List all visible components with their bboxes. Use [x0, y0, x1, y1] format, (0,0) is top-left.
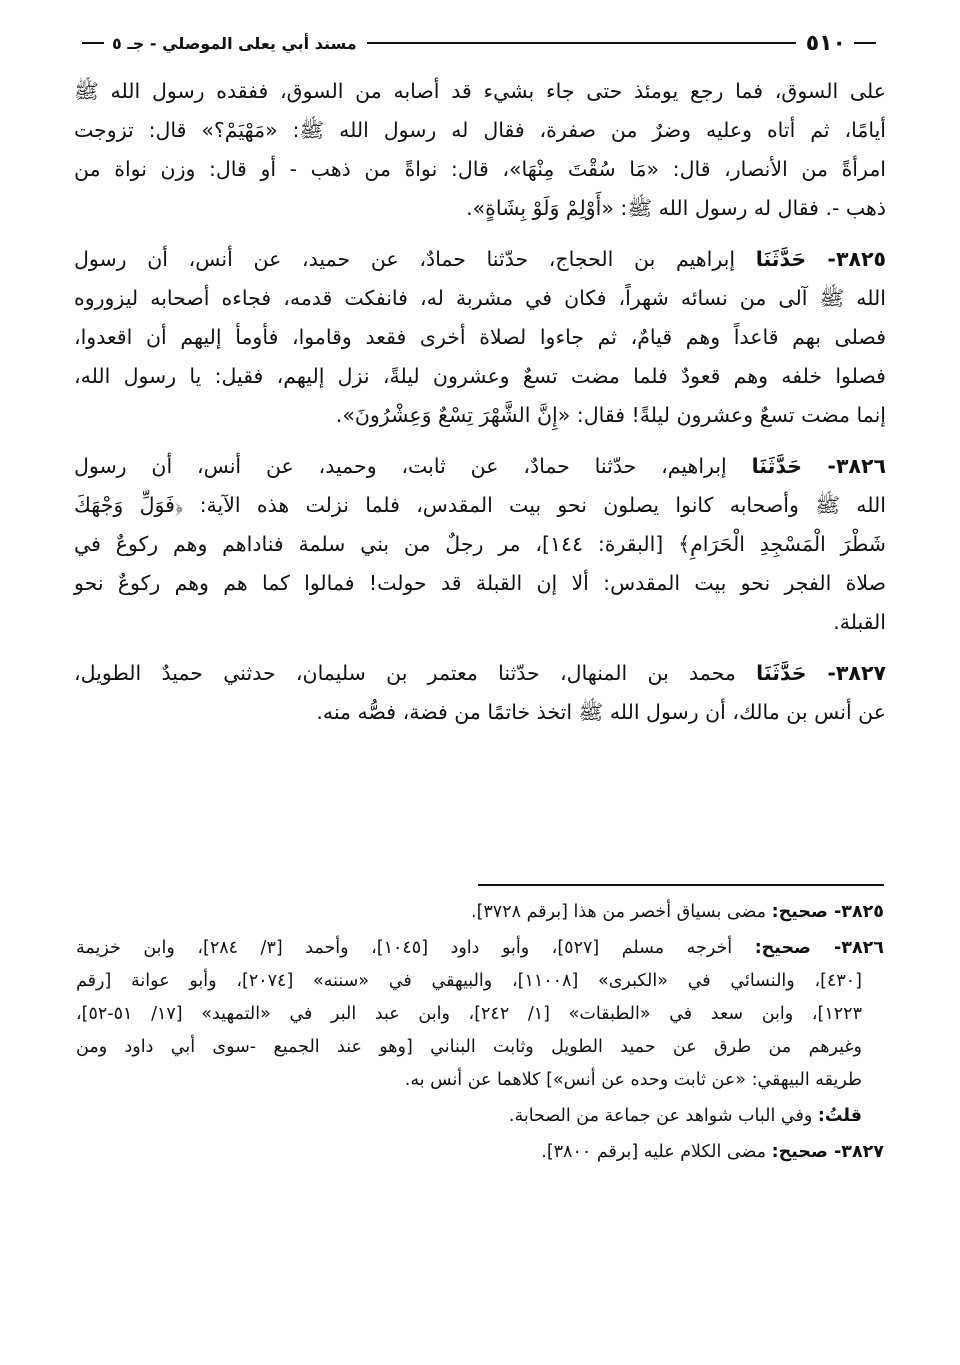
text-segment: إبراهيم بن الحجاج، حدّثنا حمادٌ، عن حميد، عن أنس، أن رسول: [74, 247, 756, 271]
text-line: القبلة.: [833, 610, 886, 634]
running-title: مسند أبي يعلى الموصلي - جـ ٥: [112, 33, 357, 53]
text-line: صلاة الفجر نحو بيت المقدس: ألا إن القبلة قد حولت! فمالوا كما هم وهم ركوعٌ نحو: [74, 571, 886, 595]
main-text: [74, 72, 886, 744]
hadith-number: ٣٨٢٥- حَدَّثَنَا: [755, 247, 886, 271]
text-line: عن أنس بن مالك، أن رسول الله ﷺ اتخذ خاتمًا من فضة، فصُّه منه.: [316, 700, 886, 724]
hadith-number: ٣٨٢٦- حَدَّثَنَا: [751, 454, 886, 478]
page-number: ٥١٠: [805, 30, 846, 56]
header-rule: [367, 42, 796, 44]
footnote-line: ١٢٢٣]، وابن سعد في «الطبقات» [١/ ٢٤٢]، وابن عبد البر في «التمهيد» [١٧/ ٥١-٥٢]،: [76, 1004, 862, 1024]
text-line: أيامًا، ثم أتاه وعليه وضرٌ من صفرة، فقال له رسول الله ﷺ: «مَهْيَمْ؟» قال: تزوجت: [74, 118, 886, 142]
footnote-label: ٣٨٢٧- صحيح:: [771, 1142, 884, 1162]
header-dash: [854, 42, 876, 44]
footnote-3825: [76, 896, 884, 929]
text-line: شَطْرَ الْمَسْجِدِ الْحَرَامِ﴾ [البقرة: ١٤٤]، مر رجلٌ من بني سلمة فناداهم وهم ركوعٌ في: [74, 532, 886, 556]
footnote-line: [76, 896, 884, 929]
footnote-text: مضى الكلام عليه [برقم ٣٨٠٠].: [541, 1142, 772, 1162]
hadith-3825: [74, 240, 886, 435]
hadith-3827: [74, 654, 886, 732]
footnote-3826: [76, 932, 884, 1097]
footnote-text: أخرجه مسلم [٥٢٧]، وأبو داود [١٠٤٥]، وأحمد [٣/ ٢٨٤]، وابن خزيمة: [76, 938, 755, 958]
hadith-3826: [74, 447, 886, 642]
footnote-3827: [76, 1136, 884, 1169]
text-line: الله ﷺ وأصحابه كانوا يصلون نحو بيت المقدس، فلما نزلت هذه الآية: ﴿فَوَلِّ وَجْهَكَ: [74, 493, 886, 517]
text-line: على السوق، فما رجع يومئذ حتى جاء بشيء قد أصابه من السوق، ففقده رسول الله ﷺ: [74, 79, 886, 103]
text-line: [74, 240, 886, 279]
paragraph-continuation: [74, 72, 886, 228]
footnote-label: قلتُ:: [817, 1106, 862, 1126]
text-line: [74, 447, 886, 486]
running-header: [74, 26, 884, 60]
text-line: الله ﷺ آلى من نسائه شهراً، فكان في مشربة له، فانفكت قدمه، فجاءه أصحابه ليزوروه: [74, 286, 886, 310]
footnote-line: وغيرهم من طرق عن حميد الطويل وثابت البناني [وهو عند الجميع -سوى أبي داود ومن: [76, 1037, 862, 1057]
text-line: فصلى بهم قاعداً وهم قيامٌ، ثم جاءوا لصلاة أخرى فقعد وقاموا، فأومأ إليهم أن اقعدوا،: [74, 325, 886, 349]
text-line: ذهب -. فقال له رسول الله ﷺ: «أَوْلِمْ وَلَوْ بِشَاةٍ».: [466, 196, 886, 220]
footnote-text: مضى بسياق أخصر من هذا [برقم ٣٧٢٨].: [471, 902, 772, 922]
text-line: فصلوا خلفه وهم قعودٌ فلما مضت تسعٌ وعشرون ليلةً، نزل إليهم، فقيل: يا رسول الله،: [74, 364, 886, 388]
hadith-number: ٣٨٢٧- حَدَّثَنَا: [756, 661, 886, 685]
text-line: [74, 654, 886, 693]
footnote-line: طريقه البيهقي: «عن ثابت وحده عن أنس»] كلاهما عن أنس به.: [404, 1070, 862, 1090]
footnote-remark: [76, 1100, 884, 1133]
text-line: إنما مضت تسعٌ وعشرون ليلةً! فقال: «إِنَّ الشَّهْرَ تِسْعٌ وَعِشْرُونَ».: [335, 403, 886, 427]
footnote-line: [76, 932, 884, 965]
footnote-text: وفي الباب شواهد عن جماعة من الصحابة.: [508, 1106, 818, 1126]
footnote-label: ٣٨٢٥- صحيح:: [771, 902, 884, 922]
text-segment: إبراهيم، حدّثنا حمادٌ، عن ثابت، وحميد، عن أنس، أن رسول: [74, 454, 752, 478]
footnote-label: ٣٨٢٦- صحيح:: [754, 938, 884, 958]
footnote-separator: [478, 884, 884, 886]
footnote-line: [٤٣٠]، والنسائي في «الكبرى» [١١٠٠٨]، والبيهقي في «سننه» [٢٠٧٤]، وأبو عوانة [رقم: [76, 971, 862, 991]
footnotes: [76, 896, 884, 1172]
footnote-line: [76, 1100, 884, 1133]
text-segment: محمد بن المنهال، حدّثنا معتمر بن سليمان، حدثني حميدٌ الطويل،: [74, 661, 757, 685]
header-dash: [82, 42, 104, 44]
text-line: امرأةً من الأنصار، قال: «مَا سُقْتَ مِنْهَا»، قال: نواةً من ذهب - أو قال: وزن نواة من: [74, 157, 886, 181]
footnote-line: [76, 1136, 884, 1169]
